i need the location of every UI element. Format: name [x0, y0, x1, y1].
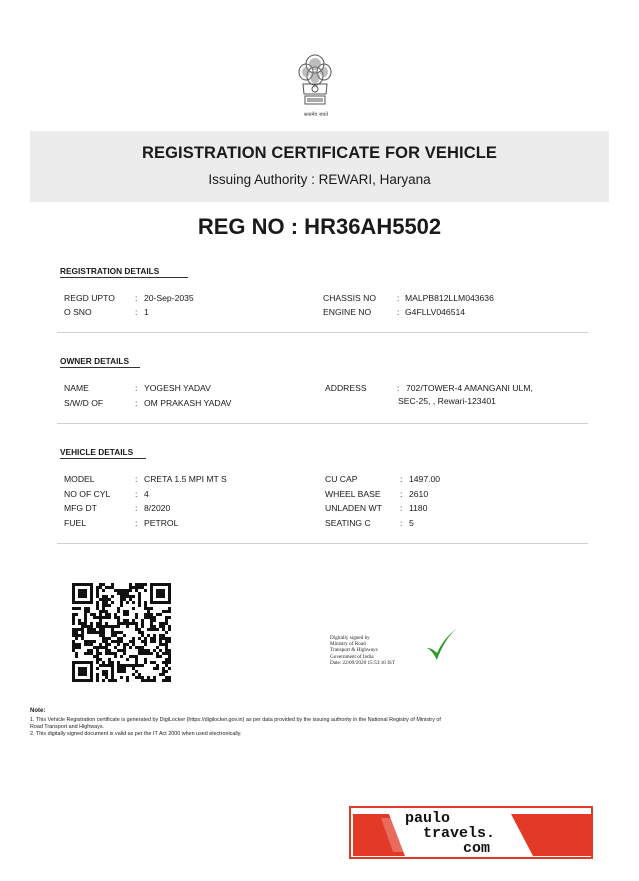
signature-valid-check-icon	[424, 626, 460, 664]
cu-cap-value: 1497.00	[409, 474, 441, 484]
colon: :	[400, 518, 403, 528]
o-sno-label: O SNO	[64, 307, 92, 317]
address-line-2: SEC-25, , Rewari-123401	[398, 396, 496, 406]
note-line-3: 2. This digitally signed document is valid as per the IT Act 2000 when used electronically.	[30, 731, 242, 737]
colon: :	[135, 503, 138, 513]
model-value: CRETA 1.5 MPI MT S	[144, 474, 227, 484]
colon: :	[400, 489, 403, 499]
signature-line-4: Government of India	[330, 653, 374, 660]
qr-code[interactable]	[72, 583, 171, 682]
section-divider	[57, 332, 588, 333]
colon: :	[135, 474, 138, 484]
name-value: YOGESH YADAV	[144, 383, 211, 393]
vehicle-details-heading: VEHICLE DETAILS	[60, 447, 146, 459]
colon: :	[135, 293, 138, 303]
mfg-dt-label: MFG DT	[64, 503, 97, 513]
section-divider	[57, 543, 588, 544]
digital-signature-text	[330, 635, 420, 666]
certificate-title: REGISTRATION CERTIFICATE FOR VEHICLE	[142, 144, 497, 162]
colon: :	[135, 307, 138, 317]
chassis-no-label: CHASSIS NO	[323, 293, 377, 303]
colon: :	[397, 383, 400, 393]
wheel-base-value: 2610	[409, 489, 429, 499]
cu-cap-label: CU CAP	[325, 474, 358, 484]
logo-text-line-2: travels.	[423, 825, 496, 842]
mfg-dt-value: 8/2020	[144, 503, 171, 513]
note-title: Note:	[30, 708, 46, 714]
model-label: MODEL	[64, 474, 95, 484]
colon: :	[400, 503, 403, 513]
signature-line-2: Ministry of Road	[330, 641, 366, 648]
address-line-1: 702/TOWER-4 AMANGANI ULM,	[406, 383, 533, 393]
colon: :	[135, 383, 138, 393]
national-emblem-icon	[295, 50, 335, 120]
seating-capacity-value: 5	[409, 518, 414, 528]
no-of-cyl-value: 4	[144, 489, 149, 499]
o-sno-value: 1	[144, 307, 149, 317]
section-divider	[57, 423, 588, 424]
unladen-wt-value: 1180	[409, 503, 428, 513]
issuing-authority: Issuing Authority : REWARI, Haryana	[208, 172, 431, 187]
owner-details-heading: OWNER DETAILS	[60, 356, 140, 368]
signature-date: Date: 22/09/2020 15:53:10 IST	[330, 659, 395, 666]
signature-line-1: Digitally signed by	[330, 635, 370, 641]
wheel-base-label: WHEEL BASE	[325, 489, 381, 499]
registration-details-heading: REGISTRATION DETAILS	[60, 266, 188, 278]
logo-text-line-3: com	[463, 840, 491, 857]
colon: :	[135, 518, 138, 528]
swd-value: OM PRAKASH YADAV	[144, 398, 232, 408]
address-label: ADDRESS	[325, 383, 367, 393]
paulo-travels-logo	[349, 806, 593, 859]
colon: :	[397, 293, 400, 303]
fuel-value: PETROL	[144, 518, 179, 528]
unladen-wt-label: UNLADEN WT	[325, 503, 382, 513]
regd-upto-value: 20-Sep-2035	[144, 293, 194, 303]
colon: :	[135, 398, 138, 408]
swd-label: S/W/D OF	[64, 398, 104, 408]
registration-number: REG NO : HR36AH5502	[197, 214, 442, 239]
emblem-motto: सत्यमेव जयते	[303, 112, 329, 118]
engine-no-label: ENGINE NO	[323, 307, 372, 317]
colon: :	[135, 489, 138, 499]
no-of-cyl-label: NO OF CYL	[64, 489, 111, 499]
seating-capacity-label: SEATING C	[325, 518, 371, 528]
signature-line-3: Transport & Highways	[330, 647, 378, 654]
logo-text-line-1: paulo	[405, 810, 451, 827]
note-line-1: 1. This Vehicle Registration certificate is generated by DigiLocker (https://digilocker.gov.in) as per data provided by the issuing authority in the National Registry of Ministry of	[30, 717, 441, 723]
title-band	[30, 131, 609, 202]
colon: :	[397, 307, 400, 317]
engine-no-value: G4FLLV046514	[405, 307, 466, 317]
fuel-label: FUEL	[64, 518, 86, 528]
note-line-2: Road Transport and Highways.	[30, 724, 105, 730]
colon: :	[400, 474, 403, 484]
regd-upto-label: REGD UPTO	[64, 293, 115, 303]
chassis-no-value: MALPB812LLM043636	[405, 293, 494, 303]
name-label: NAME	[64, 383, 89, 393]
